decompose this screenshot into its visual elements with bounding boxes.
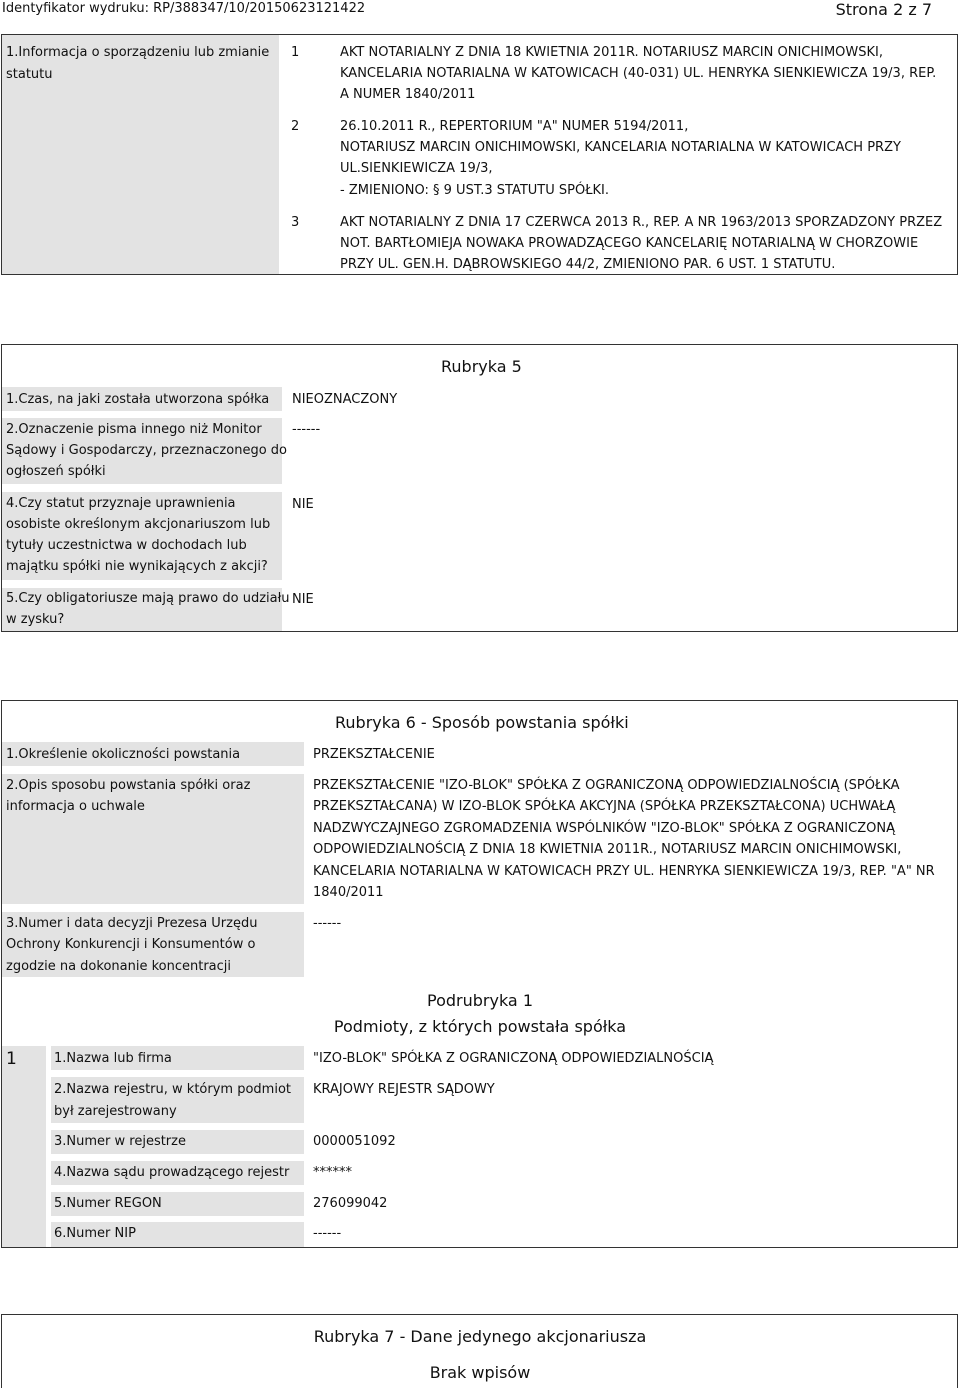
print-id: Identyfikator wydruku: RP/388347/10/20150623121422 (2, 1, 366, 16)
rubric-6-value: ------ (313, 916, 342, 931)
rubric-5-label: 4.Czy statut przyznaje uprawnienia (6, 496, 236, 511)
subrubric-label: 3.Numer w rejestrze (54, 1134, 186, 1149)
rubric-6-value: PRZEKSZTAŁCENIE (313, 747, 435, 762)
rubric-5-label: ogłoszeń spółki (6, 464, 106, 479)
subrubric-label: 2.Nazwa rejestru, w którym podmiot (54, 1082, 291, 1097)
statute-entry-line: AKT NOTARIALNY Z DNIA 17 CZERWCA 2013 R., REP. A NR 1963/2013 SPORZADZONY PRZEZ (340, 215, 943, 230)
rubric-6-value: NADZWYCZAJNEGO ZGROMADZENIA WSPÓLNIKÓW "IZO-BLOK" SPÓŁKA Z OGRANICZONĄ (313, 821, 895, 836)
statute-entry-line: KANCELARIA NOTARIALNA W KATOWICACH (40-031) UL. HENRYKA SIENKIEWICZA 19/3, REP. (340, 66, 937, 81)
page-number: Strona 2 z 7 (835, 0, 932, 19)
statute-entry-line: A NUMER 1840/2011 (340, 87, 476, 102)
rubric-5-value: NIE (292, 497, 314, 512)
print-header (0, 0, 960, 20)
rubric-6-label: zgodzie na dokonanie koncentracji (6, 959, 232, 974)
rubric-5-label: Sądowy i Gospodarczy, przeznaczonego do (6, 443, 287, 458)
rubric-6-label: Ochrony Konkurencji i Konsumentów o (6, 937, 256, 952)
rubric-6-value: 1840/2011 (313, 885, 384, 900)
subrubric-label: 4.Nazwa sądu prowadzącego rejestr (54, 1165, 290, 1180)
rubric-6-value: ODPOWIEDZIALNOŚCIĄ Z DNIA 18 KWIETNIA 2011R., NOTARIUSZ MARCIN ONICHIMOWSKI, (313, 842, 902, 857)
rubric-6-label: 1.Określenie okoliczności powstania (6, 747, 241, 762)
rubric-7-title: Rubryka 7 - Dane jedynego akcjonariusza (313, 1327, 647, 1346)
rubric-5-label: 2.Oznaczenie pisma innego niż Monitor (6, 422, 262, 437)
statute-entry-line: PRZY UL. GEN.H. DĄBROWSKIEGO 44/2, ZMIENIONO PAR. 6 UST. 1 STATUTU. (340, 257, 836, 272)
rubric-6-title: Rubryka 6 - Sposób powstania spółki (335, 713, 629, 732)
rubric-5-label: 5.Czy obligatoriusze mają prawo do udziału (6, 591, 290, 606)
rubric-6-label: 2.Opis sposobu powstania spółki oraz (6, 778, 251, 793)
subrubric-value: KRAJOWY REJESTR SĄDOWY (313, 1082, 495, 1097)
rubric-5-label: majątku spółki nie wynikających z akcji? (6, 559, 268, 574)
statute-entry-num: 3 (291, 215, 300, 230)
rubric-5-value: NIEOZNACZONY (292, 392, 398, 407)
subrubric-value: 0000051092 (313, 1134, 396, 1149)
rubric-7-empty: Brak wpisów (429, 1363, 531, 1382)
statute-label: 1.Informacja o sporządzeniu lub zmianie (6, 45, 270, 60)
rubric-5-label: w zysku? (6, 612, 65, 627)
statute-entry-num: 2 (291, 119, 300, 134)
subrubric-label: był zarejestrowany (54, 1104, 177, 1119)
rubric-6-value: KANCELARIA NOTARIALNA W KATOWICACH PRZY UL. HENRYKA SIENKIEWICZA 19/3, REP. "A" NR (313, 864, 935, 879)
subrubric-subtitle: Podmioty, z których powstała spółka (333, 1017, 627, 1036)
statute-label: statutu (6, 67, 53, 82)
statute-entry-line: AKT NOTARIALNY Z DNIA 18 KWIETNIA 2011R. NOTARIUSZ MARCIN ONICHIMOWSKI, (340, 45, 884, 60)
subrubric-label: 6.Numer NIP (54, 1226, 136, 1241)
rubric-5-title: Rubryka 5 (441, 357, 522, 376)
rubric-5-label: tytuły uczestnictwa w dochodach lub (6, 538, 247, 553)
rubric-5-value: NIE (292, 592, 314, 607)
subrubric-value: 276099042 (313, 1196, 388, 1211)
subrubric-value: "IZO-BLOK" SPÓŁKA Z OGRANICZONĄ ODPOWIEDZIALNOŚCIĄ (313, 1051, 714, 1066)
statute-entry-line: 26.10.2011 R., REPERTORIUM "A" NUMER 5194/2011, (340, 119, 689, 134)
rubric-6-label: 3.Numer i data decyzji Prezesa Urzędu (6, 916, 258, 931)
statute-entry-line: - ZMIENIONO: § 9 UST.3 STATUTU SPÓŁKI. (340, 183, 609, 198)
rubric-5-value: ------ (292, 422, 321, 437)
statute-entry-num: 1 (291, 45, 300, 60)
subrubric-entry-num: 1 (6, 1049, 17, 1069)
subrubric-title: Podrubryka 1 (427, 991, 533, 1010)
statute-entry-line: NOTARIUSZ MARCIN ONICHIMOWSKI, KANCELARIA NOTARIALNA W KATOWICACH PRZY (340, 140, 901, 155)
rubric-6-label: informacja o uchwale (6, 799, 145, 814)
subrubric-label: 5.Numer REGON (54, 1196, 162, 1211)
rubric-6-value: PRZEKSZTAŁCENIE "IZO-BLOK" SPÓŁKA Z OGRANICZONĄ ODPOWIEDZIALNOŚCIĄ (SPÓŁKA (313, 778, 900, 793)
subrubric-label: 1.Nazwa lub firma (54, 1051, 172, 1066)
statute-entry-line: NOT. BARTŁOMIEJA NOWAKA PROWADZĄCEGO KANCELARIĘ NOTARIALNĄ W CHORZOWIE (340, 236, 919, 251)
statute-entry-line: UL.SIENKIEWICZA 19/3, (340, 161, 493, 176)
subrubric-value: ------ (313, 1226, 342, 1241)
rubric-6-value: PRZEKSZTAŁCANA) W IZO-BLOK SPÓŁKA AKCYJNA (SPÓŁKA PRZEKSZTAŁCONA) UCHWAŁĄ (313, 799, 896, 814)
rubric-5-label: 1.Czas, na jaki została utworzona spółka (6, 392, 270, 407)
rubric-5-label: osobiste określonym akcjonariuszom lub (6, 517, 271, 532)
subrubric-value: ****** (313, 1165, 352, 1180)
subrubric-entry-num-cell (2, 1046, 46, 1247)
